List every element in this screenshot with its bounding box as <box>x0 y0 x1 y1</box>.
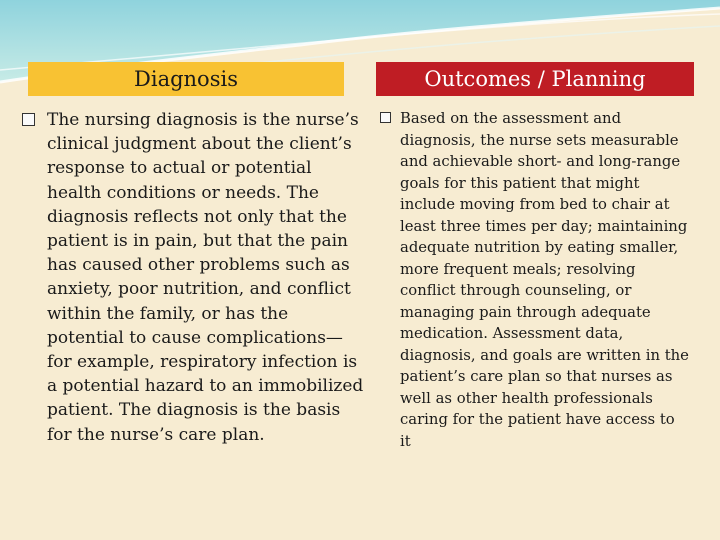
bullet-box-icon <box>380 112 391 123</box>
bullet-box-icon <box>22 113 35 126</box>
diagnosis-heading-text: Diagnosis <box>134 67 238 91</box>
outcomes-planning-column <box>380 108 690 452</box>
outcomes-planning-paragraph <box>380 108 690 452</box>
outcomes-planning-heading <box>376 62 694 96</box>
diagnosis-body-text: The nursing diagnosis is the nurse’s clinical judgment about the client’s response to actual or potential health conditions or needs. The diagnosis reflects not only that the patient is in pain, but that the pain has caused other problems such as anxiety, poor nutrition, and conflict within the family, or has the potential to cause complications—for example, respiratory infection is a potential hazard to an immobilized patient. The diagnosis is the basis for the nurse’s care plan. <box>47 110 364 445</box>
diagnosis-heading <box>28 62 344 96</box>
diagnosis-paragraph <box>22 108 367 447</box>
outcomes-planning-body-text: Based on the assessment and diagnosis, the nurse sets measurable and achievable short- and long-range goals for this patient that might include moving from bed to chair at least three times per day; maintaining adequate nutrition by eating smaller, more frequent meals; resolving conflict through counseling, or managing pain through adequate medication. Assessment data, diagnosis, and goals are written in the patient’s care plan so that nurses as well as other health professionals caring for the patient have access to it <box>400 110 689 450</box>
outcomes-planning-heading-text: Outcomes / Planning <box>424 67 646 91</box>
diagnosis-column <box>22 108 367 447</box>
